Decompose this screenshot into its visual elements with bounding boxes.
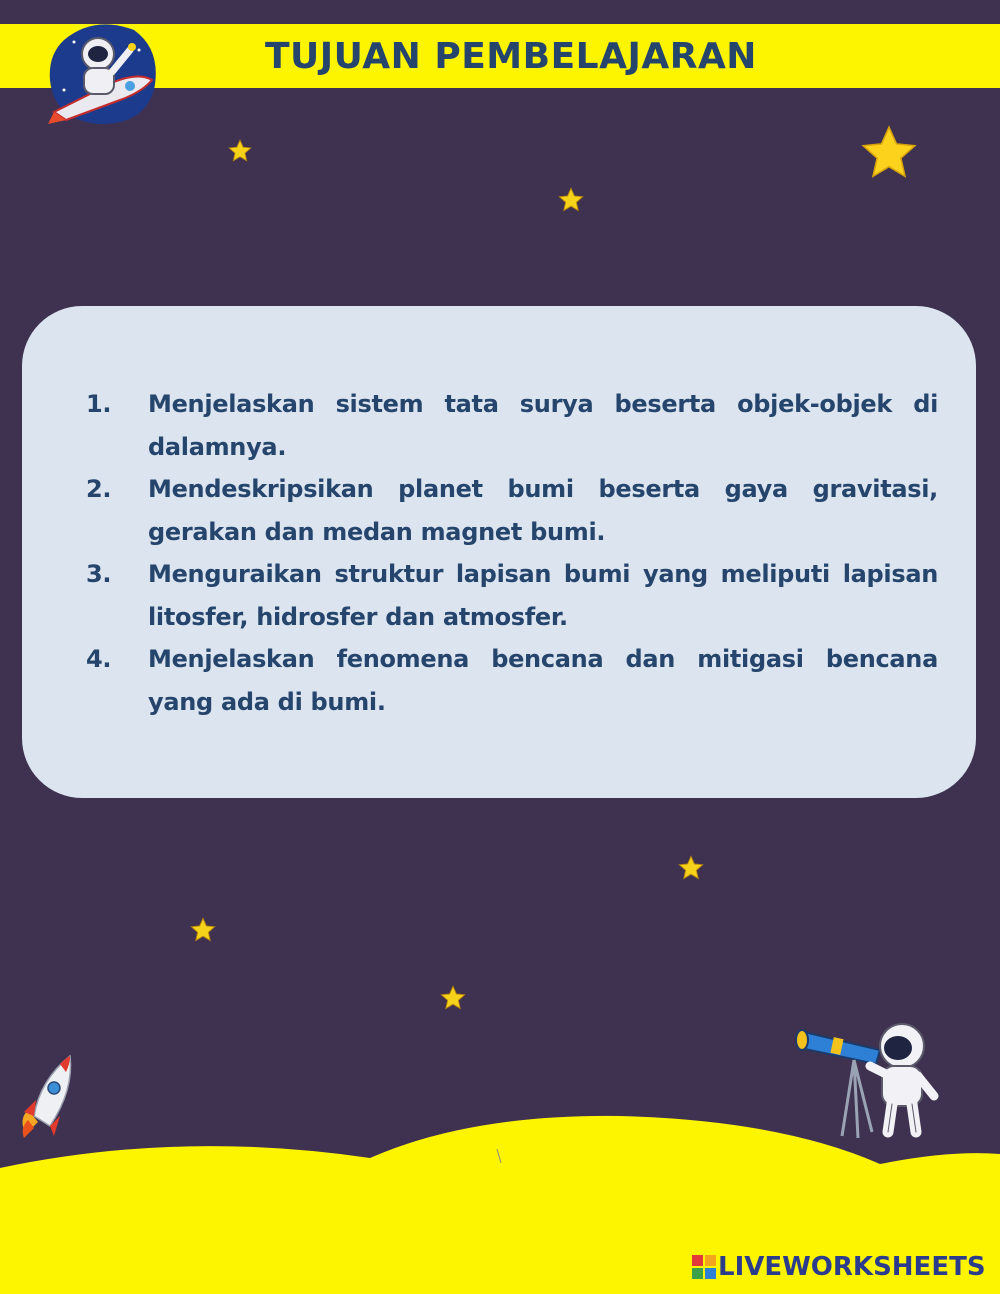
liveworksheets-brand[interactable]: [692, 1252, 986, 1282]
item-number: 1.: [86, 390, 112, 418]
star-icon: [226, 138, 254, 164]
item-number: 2.: [86, 475, 112, 503]
item-text: Menguraikan struktur lapisan bumi yang meliputi lapisan litosfer, hidrosfer dan atmosfer.: [148, 560, 938, 631]
item-text: Mendeskripsikan planet bumi beserta gaya gravitasi, gerakan dan medan magnet bumi.: [148, 475, 938, 546]
rocket-icon: [14, 1050, 80, 1142]
item-number: 3.: [86, 560, 112, 588]
star-icon: [438, 984, 468, 1012]
liveworksheets-logo-icon: [692, 1255, 716, 1279]
page-title: TUJUAN PEMBELAJARAN: [265, 36, 757, 77]
objectives-list: [86, 383, 938, 723]
astronaut-on-rocket-icon: [44, 20, 160, 128]
brand-name: LIVEWORKSHEETS: [718, 1252, 986, 1282]
item-number: 4.: [86, 645, 112, 673]
item-text: Menjelaskan fenomena bencana dan mitigasi bencana yang ada di bumi.: [148, 645, 938, 716]
list-item: [86, 468, 938, 553]
item-text: Menjelaskan sistem tata surya beserta objek-objek di dalamnya.: [148, 390, 938, 461]
astronaut-telescope-icon: [794, 1004, 944, 1144]
divider-mark: [496, 1148, 502, 1164]
star-icon: [188, 916, 218, 944]
list-item: [86, 553, 938, 638]
list-item: [86, 638, 938, 723]
star-icon: [556, 186, 586, 214]
star-icon: [676, 854, 706, 882]
list-item: [86, 383, 938, 468]
star-icon: [852, 122, 926, 184]
